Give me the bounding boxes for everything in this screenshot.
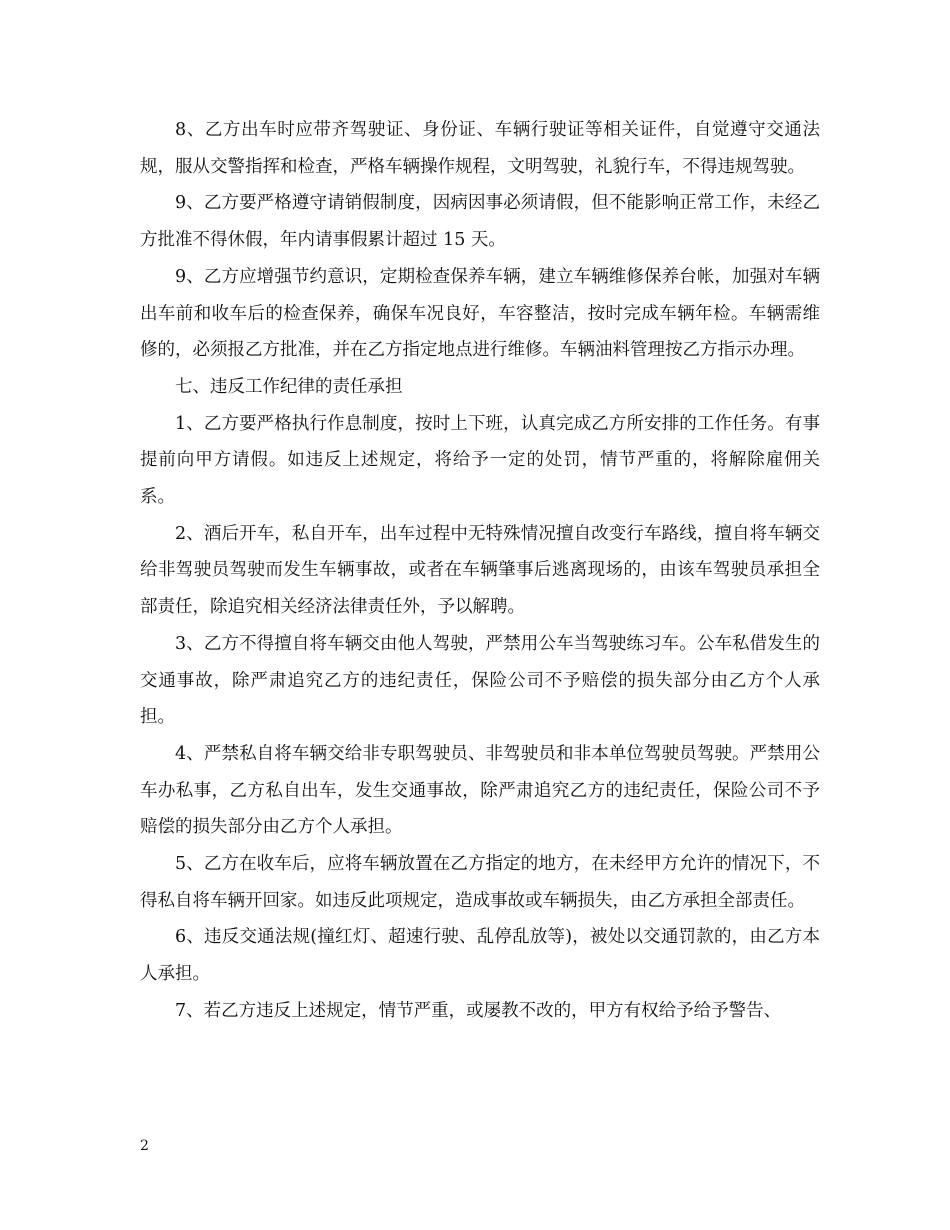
discipline-clause-6-paragraph: 6、违反交通法规(撞红灯、超速行驶、乱停乱放等)，被处以交通罚款的，由乙方本人承担。 xyxy=(140,927,820,985)
discipline-clause-7-paragraph: 7、若乙方违反上述规定，情节严重，或屡教不改的，甲方有权给予给予警告、 xyxy=(175,1000,782,1021)
section-heading-7: 七、违反工作纪律的责任承担 xyxy=(175,376,403,397)
clause-9-maintenance-paragraph: 9、乙方应增强节约意识，定期检查保养车辆，建立车辆维修保养台帐，加强对车辆出车前和收车后的检查保养，确保车况良好，车容整洁，按时完成车辆年检。车辆需维修的，必须报乙方批准，并在乙方指定地点进行维修。车辆油料管理按乙方指示办理。 xyxy=(140,266,820,361)
document-body xyxy=(140,112,820,1030)
discipline-clause-1-paragraph: 1、乙方要严格执行作息制度，按时上下班，认真完成乙方所安排的工作任务。有事提前向甲方请假。如违反上述规定，将给予一定的处罚，情节严重的，将解除雇佣关系。 xyxy=(140,413,820,508)
discipline-clause-3-paragraph: 3、乙方不得擅自将车辆交由他人驾驶，严禁用公车当驾驶练习车。公车私借发生的交通事故，除严肃追究乙方的违纪责任，保险公司不予赔偿的损失部分由乙方个人承担。 xyxy=(140,633,820,728)
page-number: 2 xyxy=(140,1138,149,1154)
discipline-clause-5-paragraph: 5、乙方在收车后，应将车辆放置在乙方指定的地方，在未经甲方允许的情况下，不得私自将车辆开回家。如违反此项规定，造成事故或车辆损失，由乙方承担全部责任。 xyxy=(140,854,820,911)
discipline-clause-2-paragraph: 2、酒后开车，私自开车，出车过程中无特殊情况擅自改变行车路线，擅自将车辆交给非驾驶员驾驶而发生车辆事故，或者在车辆肇事后逃离现场的，由该车驾驶员承担全部责任，除追究相关经济法律责任外，予以解聘。 xyxy=(140,523,820,618)
clause-9-leave-paragraph: 9、乙方要严格遵守请销假制度，因病因事必须请假，但不能影响正常工作，未经乙方批准不得休假，年内请事假累计超过 15 天。 xyxy=(140,193,820,251)
clause-8-paragraph: 8、乙方出车时应带齐驾驶证、身份证、车辆行驶证等相关证件，自觉遵守交通法规，服从交警指挥和检查，严格车辆操作规程，文明驾驶，礼貌行车，不得违规驾驶。 xyxy=(140,120,820,177)
discipline-clause-4-paragraph: 4、严禁私自将车辆交给非专职驾驶员、非驾驶员和非本单位驾驶员驾驶。严禁用公车办私事，乙方私自出车，发生交通事故，除严肃追究乙方的违纪责任，保险公司不予赔偿的损失部分由乙方个人承担。 xyxy=(140,743,820,838)
